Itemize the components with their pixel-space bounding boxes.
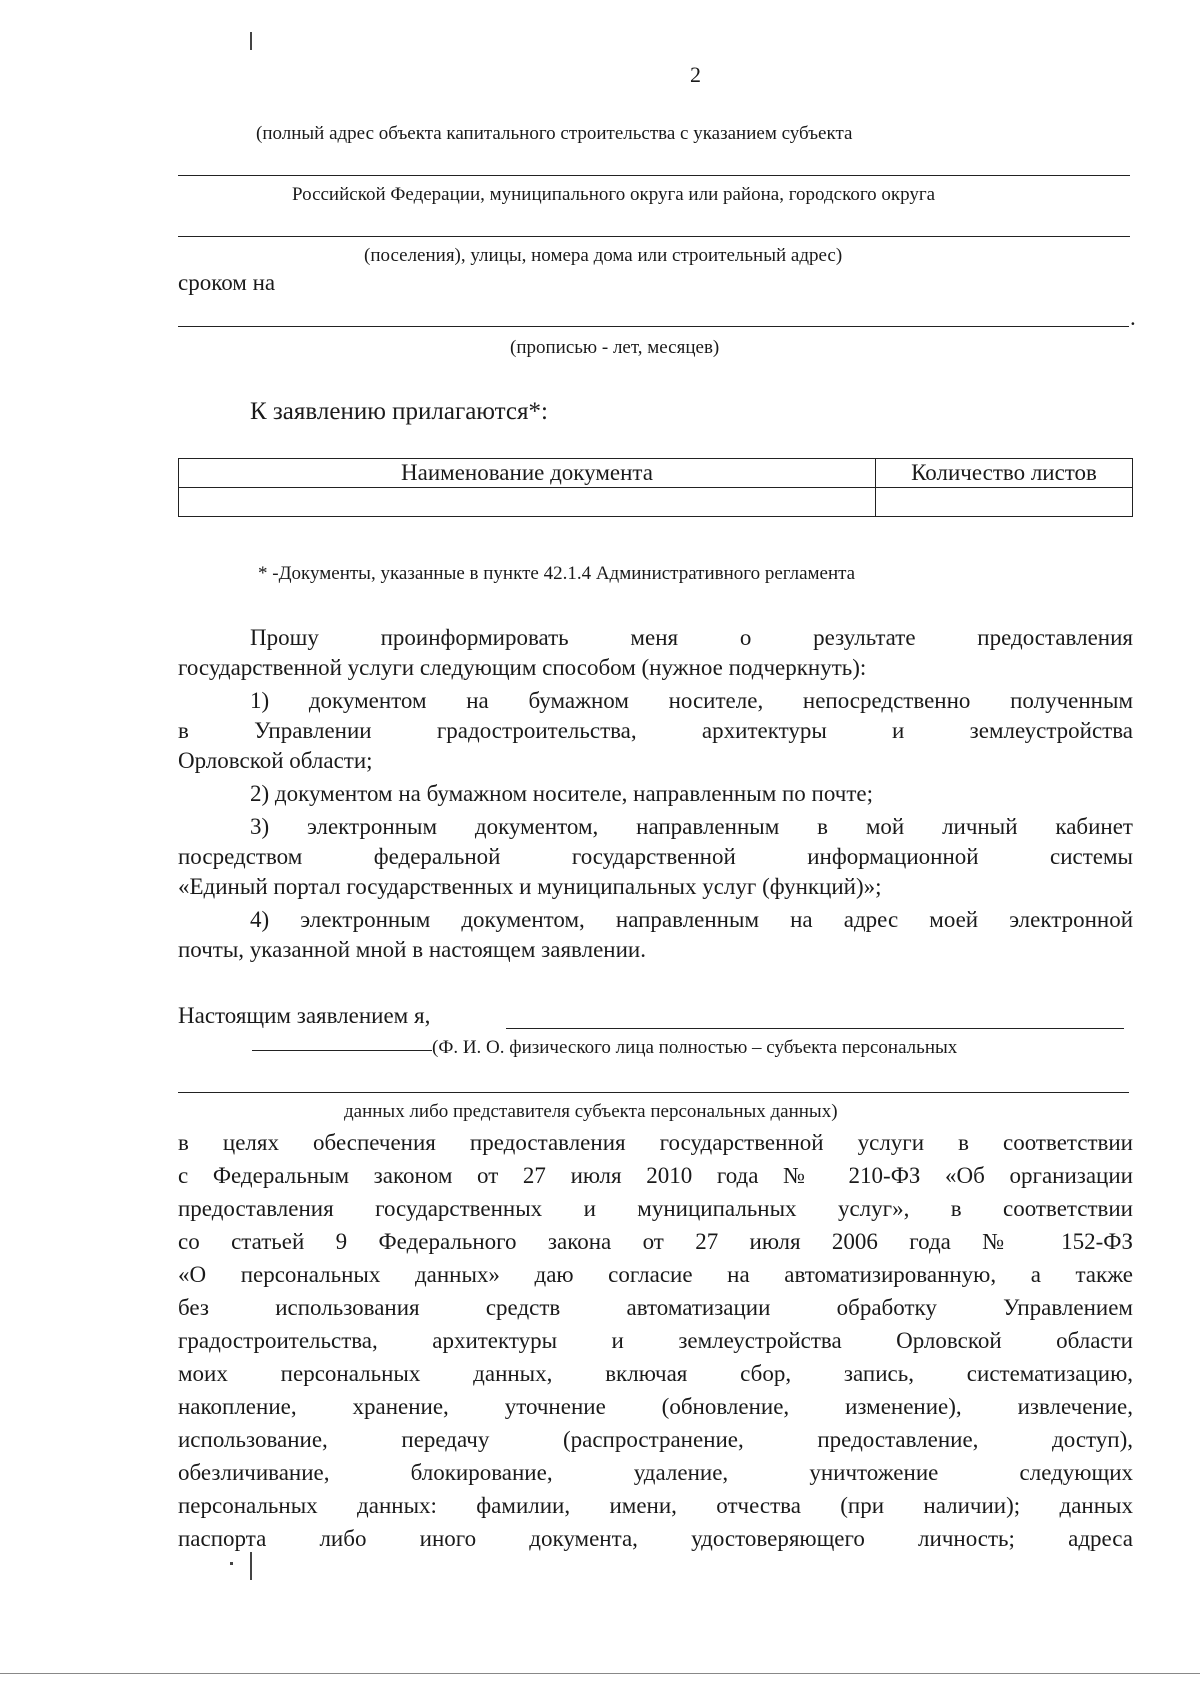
notify-line: Прошу проинформировать меня о результате предоставления — [250, 625, 1133, 650]
consent-caption-dash — [252, 1050, 432, 1051]
notify-option-3: 3) электронным документом, направленным в мой личный кабинет — [250, 814, 1133, 839]
scan-mark — [0, 1673, 1200, 1674]
consent-line: персональных данных: фамилии, имени, отчества (при наличии); данных — [178, 1493, 1133, 1518]
term-label: сроком на — [178, 270, 276, 295]
scan-mark — [250, 1552, 252, 1580]
notify-line: в Управлении градостроительства, архитектуры и землеустройства — [178, 718, 1133, 743]
attachments-heading: К заявлению прилагаются*: — [250, 398, 548, 425]
consent-line: со статьей 9 Федерального закона от 27 июля 2006 года № 152-ФЗ — [178, 1229, 1133, 1254]
notify-option-2: 2) документом на бумажном носителе, направленным по почте; — [250, 781, 873, 806]
consent-line: предоставления государственных и муниципальных услуг», в соответствии — [178, 1196, 1133, 1221]
term-caption: (прописью - лет, месяцев) — [510, 337, 720, 358]
consent-caption-line1: (Ф. И. О. физического лица полностью – субъекта персональных — [432, 1037, 958, 1058]
consent-caption-line2: данных либо представителя субъекта персональных данных) — [344, 1101, 838, 1122]
notify-line: «Единый портал государственных и муниципальных услуг (функций)»; — [178, 874, 882, 899]
address-blank-line2 — [178, 236, 1130, 237]
table-row — [179, 488, 1133, 517]
consent-name-blank — [506, 1028, 1124, 1029]
table-header-doc-name: Наименование документа — [179, 459, 876, 488]
attachments-table — [178, 458, 1133, 517]
consent-line: без использования средств автоматизации обработку Управлением — [178, 1295, 1133, 1320]
address-caption-line2: Российской Федерации, муниципального округа или района, городского округа — [292, 184, 936, 205]
term-period: . — [1130, 305, 1136, 330]
consent-line: использование, передачу (распространение, предоставление, доступ), — [178, 1427, 1133, 1452]
notify-option-4: 4) электронным документом, направленным на адрес моей электронной — [250, 907, 1133, 932]
notify-line: Орловской области; — [178, 748, 373, 773]
consent-line: моих персональных данных, включая сбор, запись, систематизацию, — [178, 1361, 1133, 1386]
consent-name-blank-2 — [178, 1092, 1129, 1093]
notify-line: почты, указанной мной в настоящем заявлении. — [178, 937, 646, 962]
scan-mark — [250, 32, 252, 50]
address-blank-line1 — [178, 175, 1130, 176]
footnote: * -Документы, указанные в пункте 42.1.4 Административного регламента — [258, 563, 856, 584]
consent-line: градостроительства, архитектуры и землеустройства Орловской области — [178, 1328, 1133, 1353]
table-header-page-count: Количество листов — [876, 459, 1133, 488]
address-caption-line3: (поселения), улицы, номера дома или строительный адрес) — [364, 245, 843, 266]
consent-line: в целях обеспечения предоставления государственной услуги в соответствии — [178, 1130, 1133, 1155]
notify-option-1: 1) документом на бумажном носителе, непосредственно полученным — [250, 688, 1133, 713]
consent-line: паспорта либо иного документа, удостоверяющего личность; адреса — [178, 1526, 1133, 1551]
consent-line: «О персональных данных» даю согласие на автоматизированную, а также — [178, 1262, 1133, 1287]
table-header-row — [179, 459, 1133, 488]
scan-mark — [230, 1562, 233, 1565]
notify-line: посредством федеральной государственной информационной системы — [178, 844, 1133, 869]
page-number: 2 — [690, 62, 701, 87]
consent-intro: Настоящим заявлением я, — [178, 1003, 431, 1028]
consent-line: накопление, хранение, уточнение (обновление, изменение), извлечение, — [178, 1394, 1133, 1419]
table-cell-doc-name[interactable] — [179, 488, 876, 517]
consent-line: с Федеральным законом от 27 июля 2010 года № 210-ФЗ «Об организации — [178, 1163, 1133, 1188]
consent-line: обезличивание, блокирование, удаление, уничтожение следующих — [178, 1460, 1133, 1485]
notify-line: государственной услуги следующим способом (нужное подчеркнуть): — [178, 655, 867, 680]
address-caption-line1: (полный адрес объекта капитального строительства с указанием субъекта — [256, 123, 853, 144]
table-cell-page-count[interactable] — [876, 488, 1133, 517]
term-blank-line — [178, 326, 1129, 327]
